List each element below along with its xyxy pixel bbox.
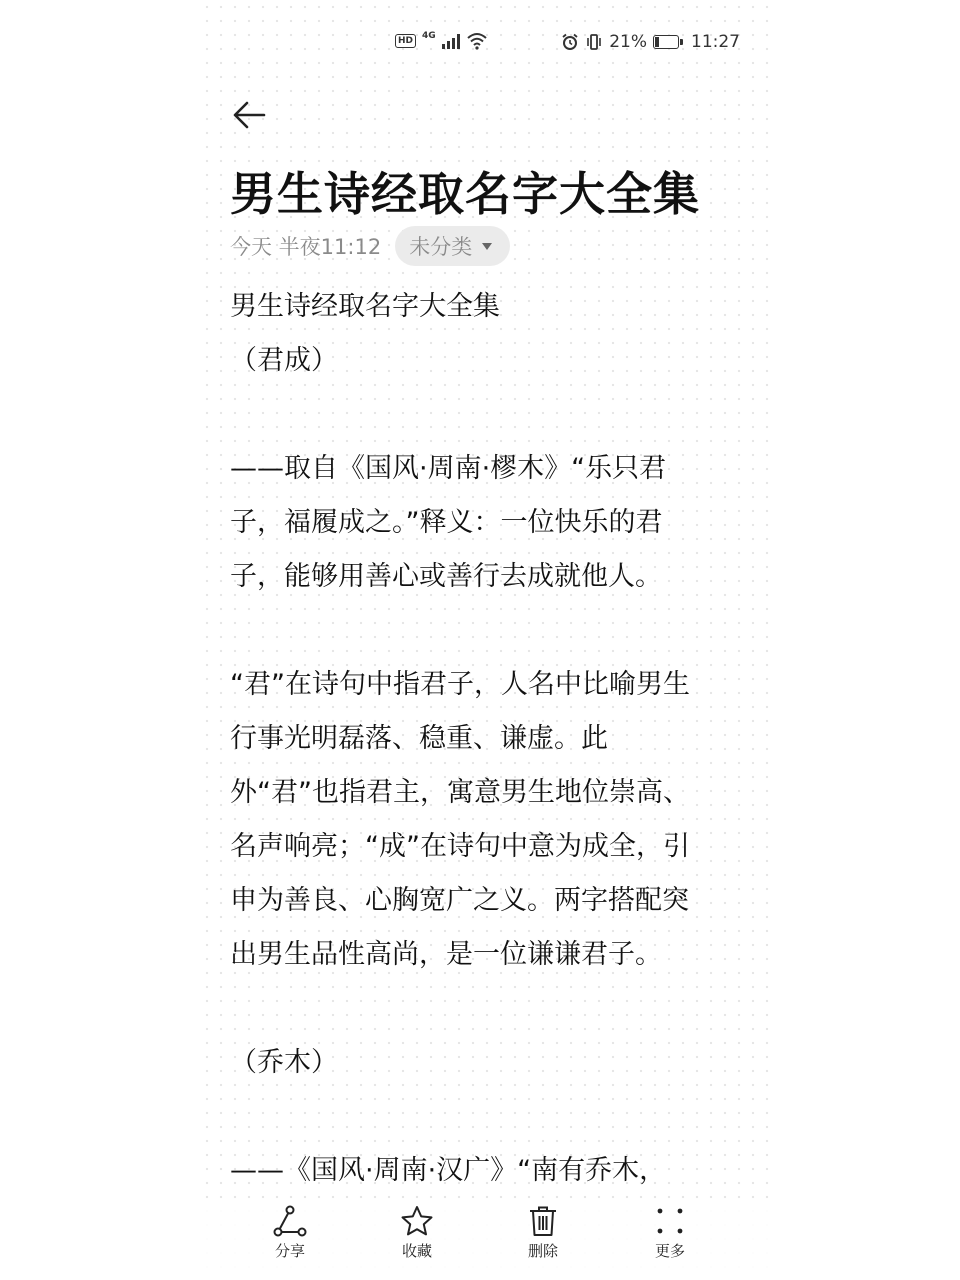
body-line: ——取自《国风·周南·樛木》“乐只君 bbox=[230, 453, 667, 484]
bottom-toolbar bbox=[200, 1200, 770, 1280]
vibrate-icon bbox=[585, 33, 603, 51]
clock: 11:27 bbox=[691, 32, 740, 52]
note-timestamp: 今天 半夜11:12 bbox=[230, 235, 382, 259]
signal-icon bbox=[442, 33, 460, 49]
body-line: 名声响亮；“成”在诗句中意为成全，引 bbox=[230, 831, 690, 862]
body-line: 外“君”也指君主，寓意男生地位崇高、 bbox=[230, 777, 690, 808]
body-line: 子，福履成之。”释义：一位快乐的君 bbox=[230, 507, 663, 538]
note-title[interactable]: 男生诗经取名字大全集 bbox=[230, 167, 700, 221]
favorite-button[interactable] bbox=[367, 1204, 467, 1261]
network-type: 4G bbox=[422, 31, 436, 41]
status-bar bbox=[200, 30, 770, 56]
share-label: 分享 bbox=[274, 1242, 305, 1260]
hd-badge: HD bbox=[395, 34, 416, 48]
chevron-down-icon bbox=[482, 243, 492, 250]
body-line: “君”在诗句中指君子，人名中比喻男生 bbox=[230, 669, 690, 700]
body-line: ——《国风·周南·汉广》“南有乔木， bbox=[230, 1155, 667, 1186]
more-button[interactable] bbox=[620, 1204, 720, 1261]
delete-button[interactable] bbox=[493, 1204, 593, 1261]
share-icon bbox=[272, 1204, 308, 1238]
phone-screen bbox=[200, 0, 770, 1280]
body-blank-line bbox=[230, 982, 745, 1036]
body-blank-line bbox=[230, 1090, 745, 1144]
status-right bbox=[561, 32, 740, 52]
body-line: 申为善良、心胸宽广之义。两字搭配突 bbox=[230, 885, 689, 916]
battery-icon bbox=[653, 35, 679, 49]
more-dots-icon bbox=[652, 1204, 688, 1238]
delete-label: 删除 bbox=[527, 1242, 558, 1260]
status-left bbox=[395, 32, 488, 50]
alarm-icon bbox=[561, 33, 579, 51]
battery-percent: 21% bbox=[609, 32, 647, 52]
wifi-icon bbox=[466, 32, 488, 50]
category-dropdown[interactable] bbox=[395, 226, 510, 266]
body-line: 出男生品性高尚，是一位谦谦君子。 bbox=[230, 939, 662, 970]
body-line: 男生诗经取名字大全集 bbox=[230, 291, 500, 322]
favorite-label: 收藏 bbox=[401, 1242, 432, 1260]
body-blank-line bbox=[230, 604, 745, 658]
note-meta bbox=[230, 226, 510, 266]
more-label: 更多 bbox=[654, 1242, 685, 1260]
star-icon bbox=[399, 1204, 435, 1238]
body-line: 行事光明磊落、稳重、谦虚。此 bbox=[230, 723, 608, 754]
note-body[interactable] bbox=[230, 280, 745, 1198]
body-line: （君成） bbox=[230, 345, 338, 376]
body-line: 子，能够用善心或善行去成就他人。 bbox=[230, 561, 662, 592]
share-button[interactable] bbox=[240, 1204, 340, 1261]
body-blank-line bbox=[230, 388, 745, 442]
category-label: 未分类 bbox=[409, 235, 473, 259]
body-line: （乔木） bbox=[230, 1047, 338, 1078]
back-arrow-icon[interactable] bbox=[230, 95, 270, 135]
trash-icon bbox=[525, 1204, 561, 1238]
